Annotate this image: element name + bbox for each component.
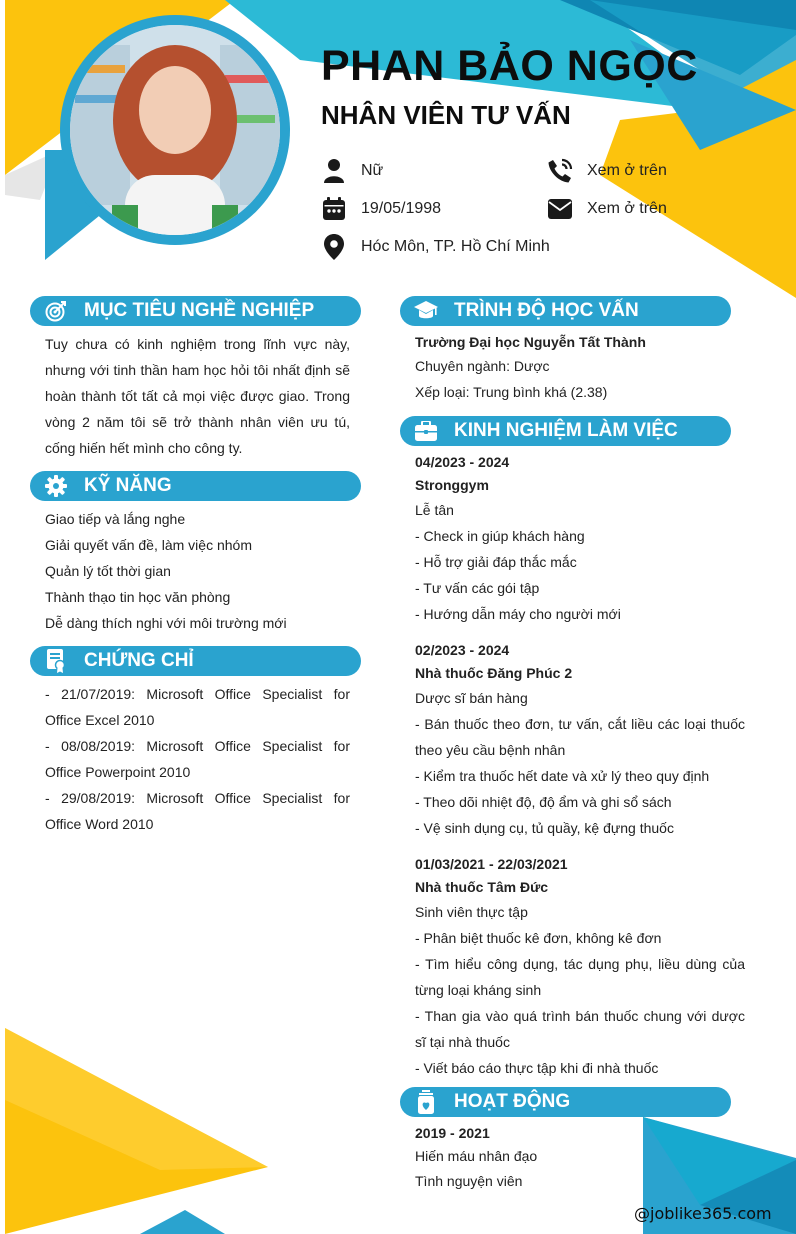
education-header bbox=[400, 296, 731, 326]
skill-item: Giải quyết vấn đề, làm việc nhóm bbox=[45, 537, 252, 553]
certificates-title: CHỨNG CHỈ bbox=[84, 650, 194, 671]
objective-header bbox=[30, 296, 361, 326]
job-role: Dược sĩ bán hàng bbox=[415, 690, 528, 706]
education-grade: Xếp loại: Trung bình khá (2.38) bbox=[415, 384, 608, 400]
job-task: - Than gia vào quá trình bán thuốc chung với dược sĩ tại nhà thuốc bbox=[415, 1008, 745, 1050]
skills-header bbox=[30, 471, 361, 501]
experience-title: KINH NGHIỆM LÀM VIỆC bbox=[454, 420, 678, 441]
certificate-item: - 29/08/2019: Microsoft Office Specialist for Office Word 2010 bbox=[45, 790, 350, 832]
phone-icon bbox=[547, 158, 573, 184]
certificate-item: - 08/08/2019: Microsoft Office Specialist for Office Powerpoint 2010 bbox=[45, 738, 350, 780]
graduation-cap-icon bbox=[414, 299, 438, 323]
address-value: Hóc Môn, TP. Hồ Chí Minh bbox=[361, 238, 550, 255]
email-value: Xem ở trên bbox=[587, 200, 667, 217]
target-icon bbox=[44, 299, 68, 323]
skills-title: KỸ NĂNG bbox=[84, 475, 172, 496]
certificate-item: - 21/07/2019: Microsoft Office Specialist for Office Excel 2010 bbox=[45, 686, 350, 728]
job-task: - Viết báo cáo thực tập khi đi nhà thuốc bbox=[415, 1060, 659, 1076]
skill-item: Quản lý tốt thời gian bbox=[45, 563, 171, 579]
education-major: Chuyên ngành: Dược bbox=[415, 358, 550, 374]
info-gender bbox=[321, 158, 383, 184]
gear-icon bbox=[44, 474, 68, 498]
briefcase-icon bbox=[414, 419, 438, 443]
job-task: - Kiểm tra thuốc hết date và xử lý theo quy định bbox=[415, 768, 710, 784]
job-task: - Tìm hiểu công dụng, tác dụng phụ, liều dùng của từng loại kháng sinh bbox=[415, 956, 745, 998]
avatar-photo bbox=[70, 25, 280, 235]
activity-item: Tình nguyện viên bbox=[415, 1173, 523, 1189]
info-phone bbox=[547, 158, 667, 184]
job-period: 04/2023 - 2024 bbox=[415, 454, 510, 470]
job-task: - Vệ sinh dụng cụ, tủ quầy, kệ đựng thuốc bbox=[415, 820, 674, 836]
job-company: Nhà thuốc Tâm Đức bbox=[415, 879, 549, 895]
experience-header bbox=[400, 416, 731, 446]
activity-period: 2019 - 2021 bbox=[415, 1125, 490, 1141]
objective-title: MỤC TIÊU NGHỀ NGHIỆP bbox=[84, 300, 315, 321]
info-email bbox=[547, 196, 667, 222]
job-company: Nhà thuốc Đăng Phúc 2 bbox=[415, 665, 573, 681]
job-entry bbox=[415, 639, 745, 841]
skill-item: Giao tiếp và lắng nghe bbox=[45, 511, 186, 527]
info-birthdate bbox=[321, 196, 441, 222]
gender-value: Nữ bbox=[361, 162, 384, 179]
skill-item: Thành thạo tin học văn phòng bbox=[45, 589, 231, 605]
job-task: - Hướng dẫn máy cho người mới bbox=[415, 606, 621, 622]
job-task: - Hỗ trợ giải đáp thắc mắc bbox=[415, 554, 577, 570]
job-role: Lễ tân bbox=[415, 502, 454, 518]
activities-content bbox=[415, 1122, 745, 1194]
candidate-position: NHÂN VIÊN TƯ VẤN bbox=[321, 100, 571, 130]
job-company: Stronggym bbox=[415, 477, 489, 493]
info-address bbox=[321, 234, 550, 260]
job-entry bbox=[415, 853, 745, 1081]
job-task: - Phân biệt thuốc kê đơn, không kê đơn bbox=[415, 930, 662, 946]
activities-header bbox=[400, 1087, 731, 1117]
phone-value: Xem ở trên bbox=[587, 162, 667, 179]
experience-list bbox=[415, 451, 745, 1081]
activities-title: HOẠT ĐỘNG bbox=[454, 1091, 571, 1112]
certificate-icon bbox=[44, 649, 68, 673]
education-title: TRÌNH ĐỘ HỌC VẤN bbox=[454, 300, 639, 321]
badge-icon bbox=[414, 1090, 438, 1114]
calendar-icon bbox=[321, 196, 347, 222]
job-period: 01/03/2021 - 22/03/2021 bbox=[415, 856, 568, 872]
education-school: Trường Đại học Nguyễn Tất Thành bbox=[415, 334, 646, 350]
job-task: - Check in giúp khách hàng bbox=[415, 528, 585, 544]
job-entry bbox=[415, 451, 745, 627]
job-task: - Bán thuốc theo đơn, tư vấn, cắt liều các loại thuốc theo yêu cầu bệnh nhân bbox=[415, 716, 745, 758]
user-icon bbox=[321, 158, 347, 184]
watermark: @joblike365.com bbox=[634, 1204, 772, 1223]
activity-item: Hiến máu nhân đạo bbox=[415, 1148, 538, 1164]
map-pin-icon bbox=[321, 234, 347, 260]
education-content bbox=[415, 331, 745, 405]
birthdate-value: 19/05/1998 bbox=[361, 200, 442, 217]
certificates-header bbox=[30, 646, 361, 676]
job-period: 02/2023 - 2024 bbox=[415, 642, 510, 658]
envelope-icon bbox=[547, 196, 573, 222]
objective-text: Tuy chưa có kinh nghiệm trong lĩnh vực này, nhưng với tinh thần ham học hỏi tôi nhất định sẽ hoàn thành tốt tất cả mọi việc được giao. Trong vòng 2 năm tôi sẽ trở thành nhân viên ưu tú, cống hiến hết mình cho công ty. bbox=[45, 336, 350, 456]
certificates-list bbox=[45, 681, 350, 837]
job-role: Sinh viên thực tập bbox=[415, 904, 528, 920]
job-task: - Theo dõi nhiệt độ, độ ẩm và ghi sổ sách bbox=[415, 794, 672, 810]
job-task: - Tư vấn các gói tập bbox=[415, 580, 540, 596]
skill-item: Dễ dàng thích nghi với môi trường mới bbox=[45, 615, 287, 631]
skills-list bbox=[45, 506, 355, 636]
avatar bbox=[70, 25, 280, 235]
candidate-name: PHAN BẢO NGỌC bbox=[321, 42, 698, 90]
